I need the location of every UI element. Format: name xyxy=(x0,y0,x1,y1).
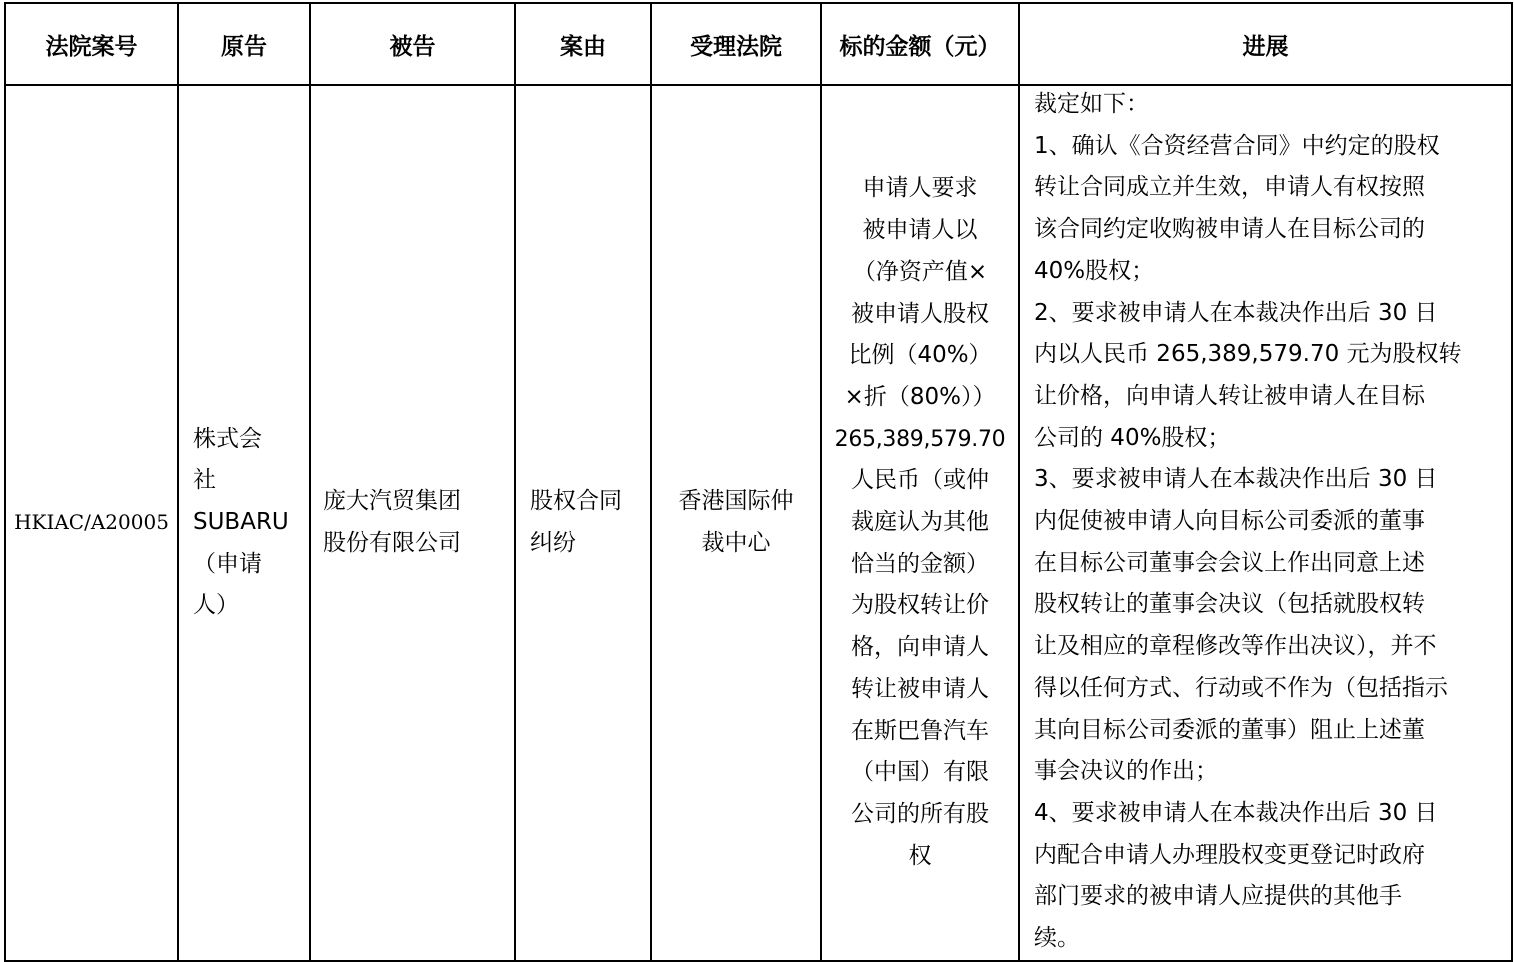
cell-line: （净资产值× xyxy=(852,258,988,285)
cell-line: 事会决议的作出； xyxy=(1034,758,1218,785)
case-no-text: HKIAC/A20005 xyxy=(14,510,169,535)
cell-line: （申请 xyxy=(193,550,262,577)
cell-line: 申请人要求 xyxy=(862,175,978,202)
litigation-table xyxy=(4,2,1513,962)
cell-line: 265,389,579.70 xyxy=(834,426,1006,452)
cell-line: 40%股权； xyxy=(1034,257,1155,284)
amount-text xyxy=(822,168,1018,877)
cell-line: 续。 xyxy=(1034,925,1080,952)
cell-line: 公司的所有股 xyxy=(851,800,989,827)
header-amount: 标的金额（元） xyxy=(821,3,1019,85)
header-cause: 案由 xyxy=(515,3,651,85)
header-progress: 进展 xyxy=(1019,3,1512,85)
cell-line: 在斯巴鲁汽车 xyxy=(851,717,989,744)
table-row xyxy=(5,85,1512,961)
court-text xyxy=(652,481,820,564)
cell-line: 2、要求被申请人在本裁决作出后 30 日 xyxy=(1034,299,1438,326)
cell-line: ×折（80%）） xyxy=(844,383,996,410)
cell-line: 部门要求的被申请人应提供的其他手 xyxy=(1034,883,1402,910)
cell-line: 1、确认《合资经营合同》中约定的股权 xyxy=(1034,132,1440,159)
cell-amount xyxy=(821,85,1019,961)
cell-line: 纠纷 xyxy=(530,529,576,556)
cell-defendant xyxy=(310,85,515,961)
cell-line: 股份有限公司 xyxy=(323,529,461,556)
cell-line: 4、要求被申请人在本裁决作出后 30 日 xyxy=(1034,799,1438,826)
cell-line: 其向目标公司委派的董事）阻止上述董 xyxy=(1034,716,1425,743)
cell-line: 庞大汽贸集团 xyxy=(323,488,461,515)
cell-cause xyxy=(515,85,651,961)
defendant-text xyxy=(311,481,514,564)
cell-line: 转让被申请人 xyxy=(851,675,989,702)
cell-line: 该合同约定收购被申请人在目标公司的 xyxy=(1034,216,1425,243)
cell-line: 公司的 40%股权； xyxy=(1034,424,1231,451)
cause-text xyxy=(516,481,650,564)
cell-line: SUBARU xyxy=(193,509,289,536)
cell-line: 社 xyxy=(193,467,216,494)
cell-line: 3、要求被申请人在本裁决作出后 30 日 xyxy=(1034,466,1438,493)
cell-line: 股权转让的董事会决议（包括就股权转 xyxy=(1034,591,1425,618)
cell-line: 转让合同成立并生效，申请人有权按照 xyxy=(1034,174,1425,201)
plaintiff-text xyxy=(179,419,309,628)
cell-line: 内配合申请人办理股权变更登记时政府 xyxy=(1034,841,1425,868)
cell-line: 比例（40%） xyxy=(848,342,992,369)
progress-text xyxy=(1020,85,1511,960)
cell-line: 让价格，向申请人转让被申请人在目标 xyxy=(1034,382,1425,409)
cell-line: 人） xyxy=(193,592,239,619)
cell-line: 恰当的金额） xyxy=(851,550,989,577)
cell-line: （中国）有限 xyxy=(851,759,989,786)
cell-line: 裁庭认为其他 xyxy=(851,509,989,536)
header-row xyxy=(5,3,1512,85)
header-defendant: 被告 xyxy=(310,3,515,85)
cell-line: 被申请人股权 xyxy=(851,300,989,327)
cell-line: 在目标公司董事会会议上作出同意上述 xyxy=(1034,549,1425,576)
cell-line: 格，向申请人 xyxy=(851,634,989,661)
cell-line: 人民币（或仲 xyxy=(851,467,989,494)
cell-line: 内以人民币 265,389,579.70 元为股权转 xyxy=(1034,341,1462,368)
cell-plaintiff xyxy=(178,85,310,961)
cell-line: 裁定如下： xyxy=(1034,91,1149,117)
cell-line: 香港国际仲 xyxy=(678,488,794,515)
cell-line: 为股权转让价 xyxy=(851,592,989,619)
cell-line: 权 xyxy=(908,842,932,869)
cell-line: 得以任何方式、行动或不作为（包括指示 xyxy=(1034,674,1448,701)
cell-line: 让及相应的章程修改等作出决议），并不 xyxy=(1034,633,1437,660)
cell-line: 内促使被申请人向目标公司委派的董事 xyxy=(1034,508,1425,535)
cell-progress xyxy=(1019,85,1512,961)
cell-line: 株式会 xyxy=(193,425,262,452)
cell-line: 被申请人以 xyxy=(862,217,978,244)
header-plaintiff: 原告 xyxy=(178,3,310,85)
header-case-no: 法院案号 xyxy=(5,3,178,85)
cell-line: 股权合同 xyxy=(530,488,622,515)
cell-case-no xyxy=(5,85,178,961)
cell-line: 裁中心 xyxy=(701,529,771,556)
header-court: 受理法院 xyxy=(651,3,821,85)
cell-court xyxy=(651,85,821,961)
